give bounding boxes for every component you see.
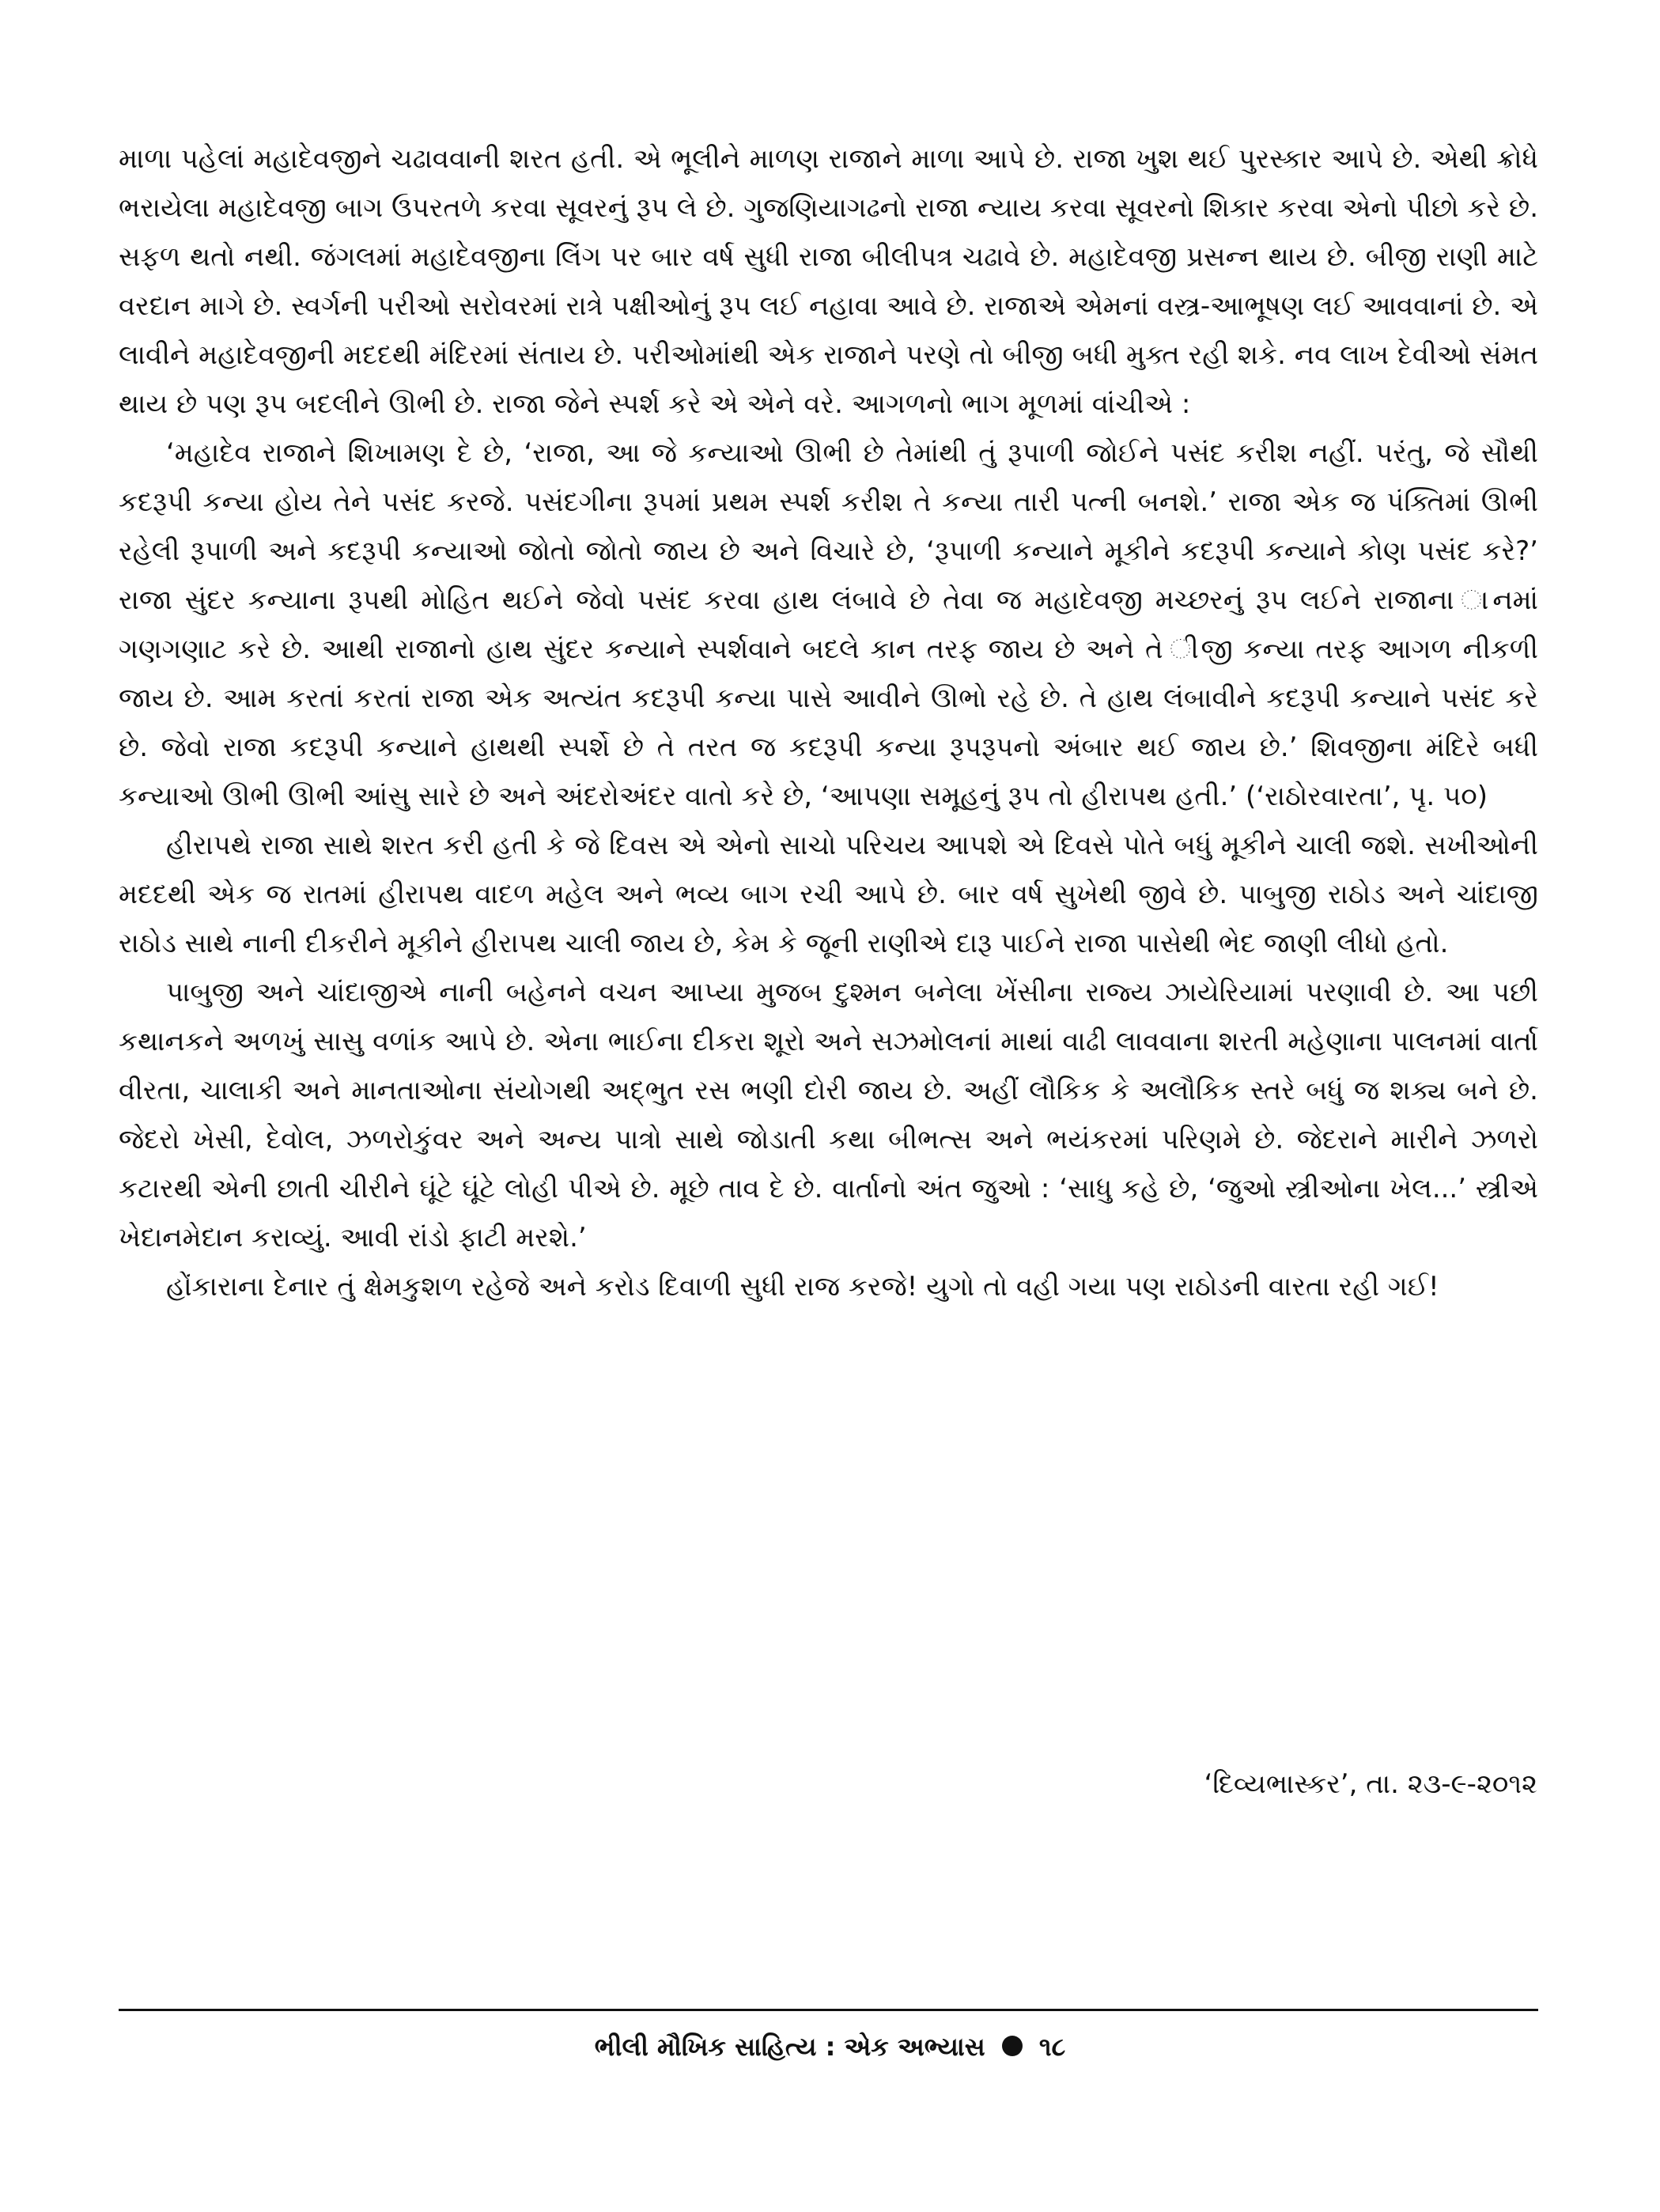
footer-rule xyxy=(119,2009,1538,2011)
paragraph-4: પાબુજી અને ચાંદાજીએ નાની બહેનને વચન આપ્યા મુજબ દુશ્મન બનેલા ખેંસીના રાજ્ય ઝાયેરિયામાં પરણાવી છે. આ પછી કથાનકને અળખું સાસુ વળાંક આપે છે. એના ભાઈના દીકરા શૂરો અને સઝમોલનાં માથાં વાઢી લાવવાના શરતી મહેણાના પાલનમાં વાર્તા વીરતા, ચાલાકી અને માનતાઓના સંયોગથી અદ્ભુત રસ ભણી દોરી જાય છે. અહીં લૌકિક કે અલૌકિક સ્તરે બધું જ શક્ય બને છે. જેદરો ખેસી, દેવોલ, ઝળરોકુંવર અને અન્ય પાત્રો સાથે જોડાતી કથા બીભત્સ અને ભયંકરમાં પરિણમે છે. જેદરાને મારીને ઝળરો કટારથી એની છાતી ચીરીને ઘૂંટે ઘૂંટે લોહી પીએ છે. મૂછે તાવ દે છે. વાર્તાનો અંત જુઓ : ‘સાધુ કહે છે, ‘જુઓ સ્ત્રીઓના ખેલ...’ સ્ત્રીએ ખેદાનમેદાન કરાવ્યું. આવી રાંડો ફાટી મરશે.’ xyxy=(119,977,1538,1253)
body-text xyxy=(119,134,1538,1311)
bullet-dot-icon xyxy=(1002,2036,1023,2056)
paragraph-3: હીરાપથે રાજા સાથે શરત કરી હતી કે જે દિવસ એ એનો સાચો પરિચય આપશે એ દિવસે પોતે બધું મૂકીને ચાલી જશે. સખીઓની મદદથી એક જ રાતમાં હીરાપથ વાદળ મહેલ અને ભવ્ય બાગ રચી આપે છે. બાર વર્ષ સુખેથી જીવે છે. પાબુજી રાઠોડ અને ચાંદાજી રાઠોડ સાથે નાની દીકરીને મૂકીને હીરાપથ ચાલી જાય છે, કેમ કે જૂની રાણીએ દારૂ પાઈને રાજા પાસેથી ભેદ જાણી લીધો હતો. xyxy=(119,830,1538,959)
page-footer xyxy=(0,2025,1660,2069)
paragraph-5: હોંકારાના દેનાર તું ક્ષેમકુશળ રહેજે અને કરોડ દિવાળી સુધી રાજ કરજે! યુગો તો વહી ગયા પણ રાઠોડની વારતા રહી ગઈ! xyxy=(166,1271,1439,1303)
paragraph-2-quote: ‘મહાદેવ રાજાને શિખામણ દે છે, ‘રાજા, આ જે કન્યાઓ ઊભી છે તેમાંથી તું રૂપાળી જોઈને પસંદ કરીશ નહીં. પરંતુ, જે સૌથી કદરૂપી કન્યા હોય તેને પસંદ કરજે. પસંદગીના રૂપમાં પ્રથમ સ્પર્શ કરીશ તે કન્યા તારી પત્ની બનશે.’ રાજા એક જ પંક્તિમાં ઊભી રહેલી રૂપાળી અને કદરૂપી કન્યાઓ જોતો જોતો જાય છે અને વિચારે છે, ‘રૂપાળી કન્યાને મૂકીને કદરૂપી કન્યાને કોણ પસંદ કરે?’ રાજા સુંદર કન્યાના રૂપથી મોહિત થઈને જેવો પસંદ કરવા હાથ લંબાવે છે તેવા જ મહાદેવજી મચ્છરનું રૂપ લઈને રાજાના ાનમાં ગણગણાટ કરે છે. આથી રાજાનો હાથ સુંદર કન્યાને સ્પર્શવાને બદલે કાન તરફ જાય છે અને તે ીજી કન્યા તરફ આગળ નીકળી જાય છે. આમ કરતાં કરતાં રાજા એક અત્યંત કદરૂપી કન્યા પાસે આવીને ઊભો રહે છે. તે હાથ લંબાવીને કદરૂપી કન્યાને પસંદ કરે છે. જેવો રાજા કદરૂપી કન્યાને હાથથી સ્પર્શે છે તે તરત જ કદરૂપી કન્યા રૂપરૂપનો અંબાર થઈ જાય છે.’ શિવજીના મંદિરે બધી કન્યાઓ ઊભી ઊભી આંસુ સારે છે અને અંદરોઅંદર વાતો કરે છે, ‘આપણા સમૂહનું રૂપ તો હીરાપથ હતી.’ (‘રાઠોરવારતા’, પૃ. ૫૦) xyxy=(119,437,1538,812)
footer-book-title: ભીલી મૌખિક સાહિત્ય : એક અભ્યાસ xyxy=(594,2032,985,2062)
paragraph-1: માળા પહેલાં મહાદેવજીને ચઢાવવાની શરત હતી. એ ભૂલીને માળણ રાજાને માળા આપે છે. રાજા ખુશ થઈ પુરસ્કાર આપે છે. એથી ક્રોધે ભરાયેલા મહાદેવજી બાગ ઉપરતળે કરવા સૂવરનું રૂપ લે છે. ગુજણિયાગઢનો રાજા ન્યાય કરવા સૂવરનો શિકાર કરવા એનો પીછો કરે છે. સફળ થતો નથી. જંગલમાં મહાદેવજીના લિંગ પર બાર વર્ષ સુધી રાજા બીલીપત્ર ચઢાવે છે. મહાદેવજી પ્રસન્ન થાય છે. બીજી રાણી માટે વરદાન માગે છે. સ્વર્ગની પરીઓ સરોવરમાં રાત્રે પક્ષીઓનું રૂપ લઈ નહાવા આવે છે. રાજાએ એમનાં વસ્ત્ર-આભૂષણ લઈ આવવાનાં છે. એ લાવીને મહાદેવજીની મદદથી મંદિરમાં સંતાય છે. પરીઓમાંથી એક રાજાને પરણે તો બીજી બધી મુક્ત રહી શકે. નવ લાખ દેવીઓ સંમત થાય છે પણ રૂપ બદલીને ઊભી છે. રાજા જેને સ્પર્શ કરે એ એને વરે. આગળનો ભાગ મૂળમાં વાંચીએ : xyxy=(119,143,1538,420)
source-citation: ‘દિવ્યભાસ્કર’, તા. ૨૩-૯-૨૦૧૨ xyxy=(1204,1768,1537,1800)
page-number: ૧૮ xyxy=(1038,2032,1066,2062)
